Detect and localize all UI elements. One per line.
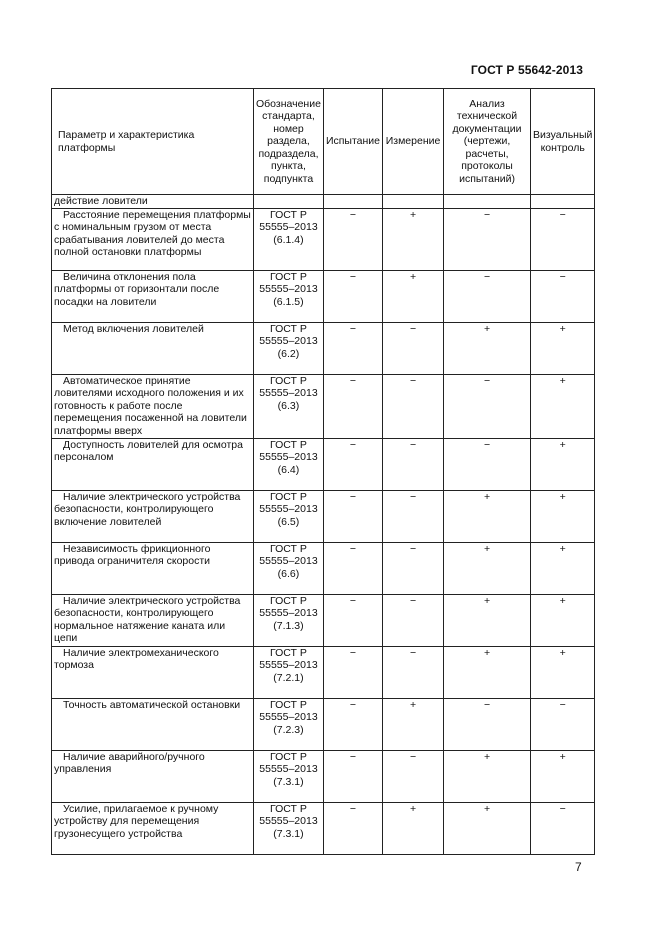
column-header-standard: Обозначение стандарта, номер раздела, подраздела, пункта, подпункта [254, 89, 324, 195]
test-mark-cell: − [323, 802, 382, 854]
parameter-text: Величина отклонения пола платформы от горизонтали после посадки на ловители [54, 270, 220, 308]
standard-reference-cell: ГОСТ Р 55555–2013 (6.5) [254, 490, 324, 542]
continuation-row [52, 195, 595, 209]
table-row [52, 322, 595, 374]
column-header-visual: Визуальный контроль [531, 89, 595, 195]
visual-mark-cell: + [531, 490, 595, 542]
test-mark-cell: − [323, 490, 382, 542]
parameter-cell [52, 322, 254, 374]
analysis-mark-cell: − [444, 208, 531, 270]
test-mark-cell: − [323, 594, 382, 646]
standard-reference-cell: ГОСТ Р 55555–2013 (7.3.1) [254, 802, 324, 854]
visual-mark-cell: − [531, 270, 595, 322]
parameter-text: Наличие аварийного/ручного управления [54, 750, 205, 775]
visual-mark-cell: + [531, 594, 595, 646]
table-row [52, 374, 595, 438]
measurement-mark-cell: + [383, 698, 444, 750]
document-code: ГОСТ Р 55642-2013 [470, 63, 583, 77]
standard-reference-cell: ГОСТ Р 55555–2013 (7.2.3) [254, 698, 324, 750]
column-header-parameter: Параметр и характеристика платформы [52, 89, 254, 195]
analysis-mark-cell: + [444, 802, 531, 854]
analysis-mark-cell: − [444, 438, 531, 490]
measurement-mark-cell: − [383, 438, 444, 490]
standard-reference-cell: ГОСТ Р 55555–2013 (7.2.1) [254, 646, 324, 698]
visual-mark-cell: + [531, 374, 595, 438]
standard-reference-cell: ГОСТ Р 55555–2013 (7.3.1) [254, 750, 324, 802]
test-mark-cell: − [323, 374, 382, 438]
visual-mark-cell: − [531, 802, 595, 854]
analysis-mark-cell: + [444, 646, 531, 698]
table-row [52, 208, 595, 270]
parameter-cell [52, 490, 254, 542]
parameter-text: Точность автоматической остановки [63, 698, 241, 711]
measurement-mark-cell: + [383, 802, 444, 854]
visual-mark-cell: + [531, 646, 595, 698]
measurement-mark-cell: − [383, 646, 444, 698]
table-row [52, 802, 595, 854]
analysis-mark-cell: + [444, 322, 531, 374]
parameter-cell [52, 698, 254, 750]
analysis-mark-cell: − [444, 270, 531, 322]
page-number: 7 [575, 860, 582, 874]
measurement-mark-cell: − [383, 374, 444, 438]
standard-reference-cell: ГОСТ Р 55555–2013 (6.3) [254, 374, 324, 438]
table-row [52, 270, 595, 322]
test-mark-cell: − [323, 208, 382, 270]
test-mark-cell: − [323, 270, 382, 322]
standard-reference-cell: ГОСТ Р 55555–2013 (6.2) [254, 322, 324, 374]
test-mark-cell: − [323, 438, 382, 490]
parameter-text: Автоматическое принятие ловителями исходного положения и их готовность к работе после перемещения посаженной на ловители платформы вверх [54, 374, 247, 437]
measurement-mark-cell: + [383, 270, 444, 322]
test-mark-cell: − [323, 698, 382, 750]
test-mark-cell: − [323, 646, 382, 698]
visual-mark-cell: + [531, 322, 595, 374]
parameter-text: Доступность ловителей для осмотра персоналом [54, 438, 243, 463]
parameter-cell [52, 438, 254, 490]
parameter-cell [52, 802, 254, 854]
column-header-test: Испытание [323, 89, 382, 195]
analysis-mark-cell: + [444, 542, 531, 594]
table-row [52, 542, 595, 594]
table-row [52, 490, 595, 542]
analysis-mark-cell: − [444, 698, 531, 750]
standard-reference-cell: ГОСТ Р 55555–2013 (6.1.4) [254, 208, 324, 270]
table-header-row [52, 89, 595, 195]
analysis-mark-cell: + [444, 490, 531, 542]
visual-mark-cell: − [531, 698, 595, 750]
parameter-cell [52, 646, 254, 698]
column-header-measurement: Измерение [383, 89, 444, 195]
parameter-text: Наличие электрического устройства безопасности, контролирующего нормальное натяжение каната или цепи [54, 594, 241, 644]
table-row [52, 646, 595, 698]
visual-mark-cell: + [531, 542, 595, 594]
test-mark-cell: − [323, 322, 382, 374]
parameter-cell [52, 270, 254, 322]
standard-reference-cell: ГОСТ Р 55555–2013 (6.1.5) [254, 270, 324, 322]
visual-mark-cell: − [531, 208, 595, 270]
measurement-mark-cell: − [383, 594, 444, 646]
test-mark-cell: − [323, 542, 382, 594]
table-row [52, 698, 595, 750]
continuation-text: действие ловители [52, 195, 254, 209]
parameter-text: Метод включения ловителей [63, 322, 204, 335]
measurement-mark-cell: − [383, 322, 444, 374]
parameter-text: Усилие, прилагаемое к ручному устройству для перемещения грузонесущего устройства [54, 802, 219, 840]
parameter-cell [52, 750, 254, 802]
parameter-cell [52, 374, 254, 438]
measurement-mark-cell: − [383, 490, 444, 542]
measurement-mark-cell: − [383, 750, 444, 802]
visual-mark-cell: + [531, 750, 595, 802]
column-header-analysis: Анализ технической документации (чертежи, расчеты, протоколы испытаний) [444, 89, 531, 195]
analysis-mark-cell: − [444, 374, 531, 438]
standard-reference-cell: ГОСТ Р 55555–2013 (6.6) [254, 542, 324, 594]
inspection-table [51, 88, 595, 855]
parameter-cell [52, 208, 254, 270]
parameter-text: Наличие электрического устройства безопасности, контролирующего включение ловителей [54, 490, 241, 528]
table-row [52, 750, 595, 802]
parameter-cell [52, 594, 254, 646]
parameter-text: Наличие электромеханического тормоза [54, 646, 219, 671]
parameter-text: Расстояние перемещения платформы с номинальным грузом от места срабатывания ловителей до места полной остановки платформы [54, 208, 251, 258]
visual-mark-cell: + [531, 438, 595, 490]
parameter-text: Независимость фрикционного привода ограничителя скорости [54, 542, 211, 567]
table-row [52, 438, 595, 490]
analysis-mark-cell: + [444, 750, 531, 802]
measurement-mark-cell: − [383, 542, 444, 594]
parameter-cell [52, 542, 254, 594]
test-mark-cell: − [323, 750, 382, 802]
table-row [52, 594, 595, 646]
standard-reference-cell: ГОСТ Р 55555–2013 (7.1.3) [254, 594, 324, 646]
standard-reference-cell: ГОСТ Р 55555–2013 (6.4) [254, 438, 324, 490]
analysis-mark-cell: + [444, 594, 531, 646]
measurement-mark-cell: + [383, 208, 444, 270]
